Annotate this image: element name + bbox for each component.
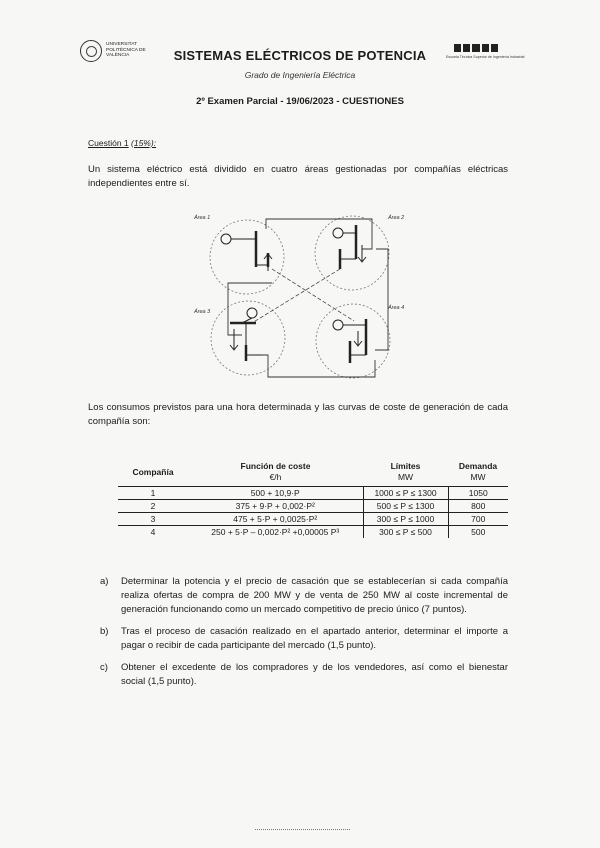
- list-item: [100, 625, 508, 653]
- cell-company: 3: [150, 513, 156, 524]
- cell-company: 4: [150, 526, 156, 537]
- load-3-arrow-icon: [230, 329, 238, 350]
- question-weight: (15%):: [131, 138, 157, 148]
- area-1-label: Área 1: [194, 215, 211, 221]
- cell-cost: 475 + 5·P + 0,0025·P²: [233, 513, 318, 524]
- cell-company: 1: [150, 487, 156, 498]
- header-cost: Función de coste €/h: [188, 458, 363, 486]
- page-title: SISTEMAS ELÉCTRICOS DE POTENCIA: [173, 48, 427, 63]
- table-row: [118, 486, 508, 499]
- table-header-row: [118, 458, 508, 486]
- scan-footer-mark: [255, 829, 350, 833]
- header-demand-unit: MW: [470, 472, 486, 483]
- cell-demand: 500: [471, 526, 486, 537]
- cell-demand: 800: [471, 500, 486, 511]
- cell-cost: 375 + 9·P + 0,002·P²: [235, 500, 315, 511]
- table-row: [118, 499, 508, 512]
- load-4-arrow-icon: [354, 331, 362, 346]
- tie-lines: [228, 219, 388, 377]
- cell-demand: 700: [471, 513, 486, 524]
- cell-cost: 500 + 10,9·P: [250, 487, 300, 498]
- item-marker: a): [100, 576, 109, 587]
- cell-limits: 500 ≤ P ≤ 1300: [363, 499, 448, 512]
- area-4-bus: [333, 319, 366, 363]
- header-demand: Demanda MW: [448, 458, 508, 486]
- generator-2-icon: [333, 228, 343, 238]
- item-text: Determinar la potencia y el precio de casación que se establecerían si cada compañía realiza ofertas de compra de 200 MW y de venta de 250 MW al coste incremental de generación funcionando como un mercado competitivo de precio único (7 puntos).: [121, 576, 508, 615]
- cell-limits: 300 ≤ P ≤ 1000: [363, 512, 448, 525]
- question-items: [100, 575, 508, 697]
- exam-info: 2º Examen Parcial - 19/06/2023 - CUESTIONES: [196, 96, 404, 107]
- cost-table: [118, 458, 508, 538]
- area-2-label: Área 2: [388, 215, 405, 221]
- diagonal-tie-lines: [252, 269, 354, 323]
- list-item: [100, 575, 508, 617]
- generator-3-icon: [247, 308, 257, 318]
- school-logo-icon: [454, 44, 498, 52]
- load-2-arrow-icon: [358, 245, 366, 262]
- area-1-bus: [221, 231, 272, 271]
- table-row: [118, 512, 508, 525]
- item-marker: c): [100, 662, 108, 673]
- header-limits: Límites MW: [363, 458, 448, 486]
- area-3-bus: [230, 308, 262, 361]
- header-company: Compañía: [132, 466, 174, 477]
- list-item: [100, 661, 508, 689]
- area-4-circle: [316, 304, 390, 378]
- cell-limits: 1000 ≤ P ≤ 1300: [363, 486, 448, 499]
- school-logo-text: Escuela Técnica Superior de Ingeniería Industrial: [446, 55, 525, 59]
- question-heading: [88, 138, 156, 148]
- table-row: [118, 525, 508, 538]
- school-logo: [446, 44, 525, 66]
- area-3-circle: [211, 301, 285, 375]
- item-marker: b): [100, 626, 109, 637]
- areas-diagram: [190, 205, 418, 395]
- area-2-bus: [333, 225, 366, 269]
- area-3-label: Área 3: [194, 309, 211, 315]
- question-intro: Un sistema eléctrico está dividido en cuatro áreas gestionadas por compañías eléctricas independientes entre sí.: [88, 164, 508, 189]
- item-text: Tras el proceso de casación realizado en el apartado anterior, determinar el importe a pagar o recibir de cada participante del mercado (1,5 punto).: [121, 626, 508, 651]
- cell-company: 2: [150, 500, 156, 511]
- area-2-circle: [315, 216, 389, 290]
- question-label: Cuestión 1: [88, 138, 129, 148]
- area-4-label: Área 4: [388, 305, 405, 311]
- cell-limits: 300 ≤ P ≤ 500: [363, 525, 448, 538]
- header-limits-unit: MW: [397, 472, 414, 483]
- cell-demand: 1050: [468, 487, 488, 498]
- generator-4-icon: [333, 320, 343, 330]
- generator-1-icon: [221, 234, 231, 244]
- item-text: Obtener el excedente de los compradores y de los vendedores, así como el bienestar social (1,5 punto).: [121, 662, 508, 687]
- page-subtitle: Grado de Ingeniería Eléctrica: [244, 70, 356, 80]
- header-cost-unit: €/h: [269, 472, 282, 483]
- table-intro: Los consumos previstos para una hora determinada y las curvas de coste de generación de cada compañía son:: [88, 402, 508, 427]
- university-logo-text: UNIVERSITAT POLITÈCNICA DE VALÈNCIA: [106, 42, 146, 59]
- cell-cost: 250 + 5·P – 0,002·P² +0,00005 P³: [211, 526, 340, 537]
